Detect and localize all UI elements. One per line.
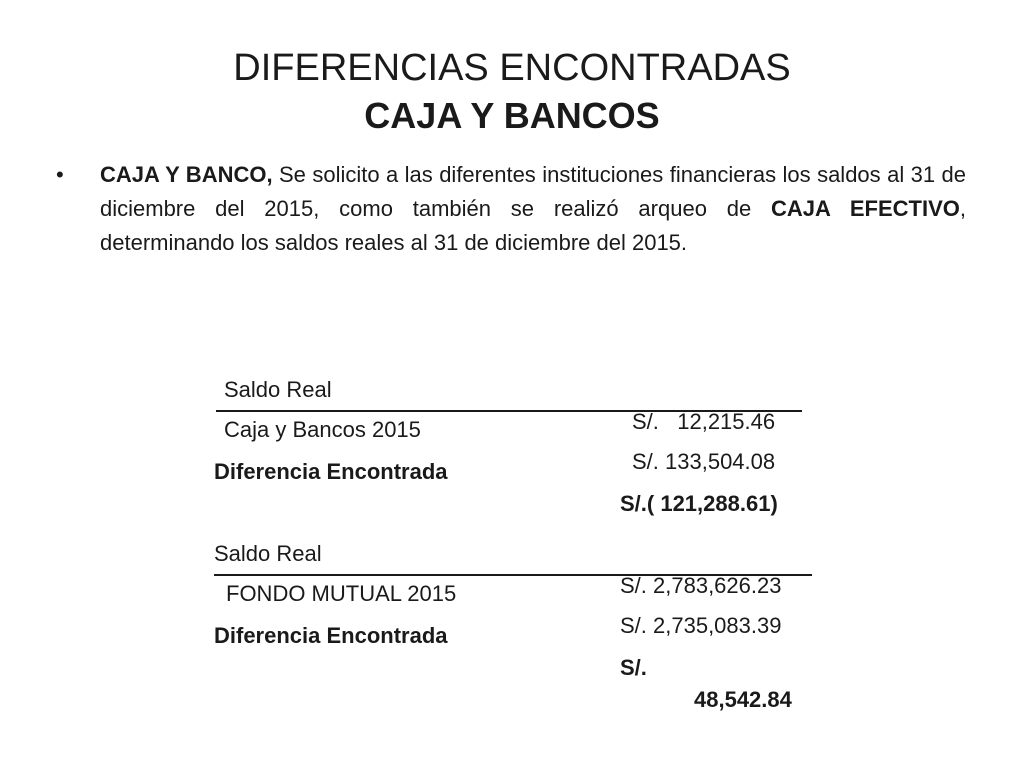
table2-row2-label: FONDO MUTUAL 2015 (226, 581, 457, 606)
title-line-2: CAJA Y BANCOS (364, 95, 660, 136)
table2-row3-label: Diferencia Encontrada (214, 623, 448, 648)
bullet-text-part-2: , determinando los saldos reales al 31 de diciembre del 2015. (100, 196, 966, 255)
table1-row3-label: Diferencia Encontrada (214, 459, 448, 484)
table1-row2-label: Caja y Bancos 2015 (224, 417, 421, 442)
table2-underline (214, 574, 812, 576)
table1-row2-value: S/. 133,504.08 (632, 449, 776, 474)
bullet-icon: • (56, 162, 64, 187)
table2-row3-value-amount: 48,542.84 (694, 687, 792, 712)
table2-row2-value: S/. 2,735,083.39 (620, 613, 782, 638)
table1-row1-label: Saldo Real (224, 377, 332, 402)
table2-row1-value: S/. 2,783,626.23 (620, 573, 782, 598)
table1-row3-value: S/.( 121,288.61) (620, 491, 778, 516)
table1-row1-value: S/. 12,215.46 (632, 409, 776, 434)
table1-underline (216, 410, 802, 412)
table2-row1-label: Saldo Real (214, 541, 322, 566)
table2-row3-value-prefix: S/. (620, 655, 647, 680)
table2-row-diferencia (0, 588, 1024, 748)
bullet-lead-bold: CAJA Y BANCO, (100, 162, 273, 187)
title-line-1: DIFERENCIAS ENCONTRADAS (233, 47, 791, 89)
bullet-text-part-1: Se solicito a las diferentes instituciones financieras los saldos al 31 de diciembre del 2015, como también se realizó arqueo de (100, 162, 966, 221)
bullet-mid-bold: CAJA EFECTIVO (770, 196, 960, 221)
